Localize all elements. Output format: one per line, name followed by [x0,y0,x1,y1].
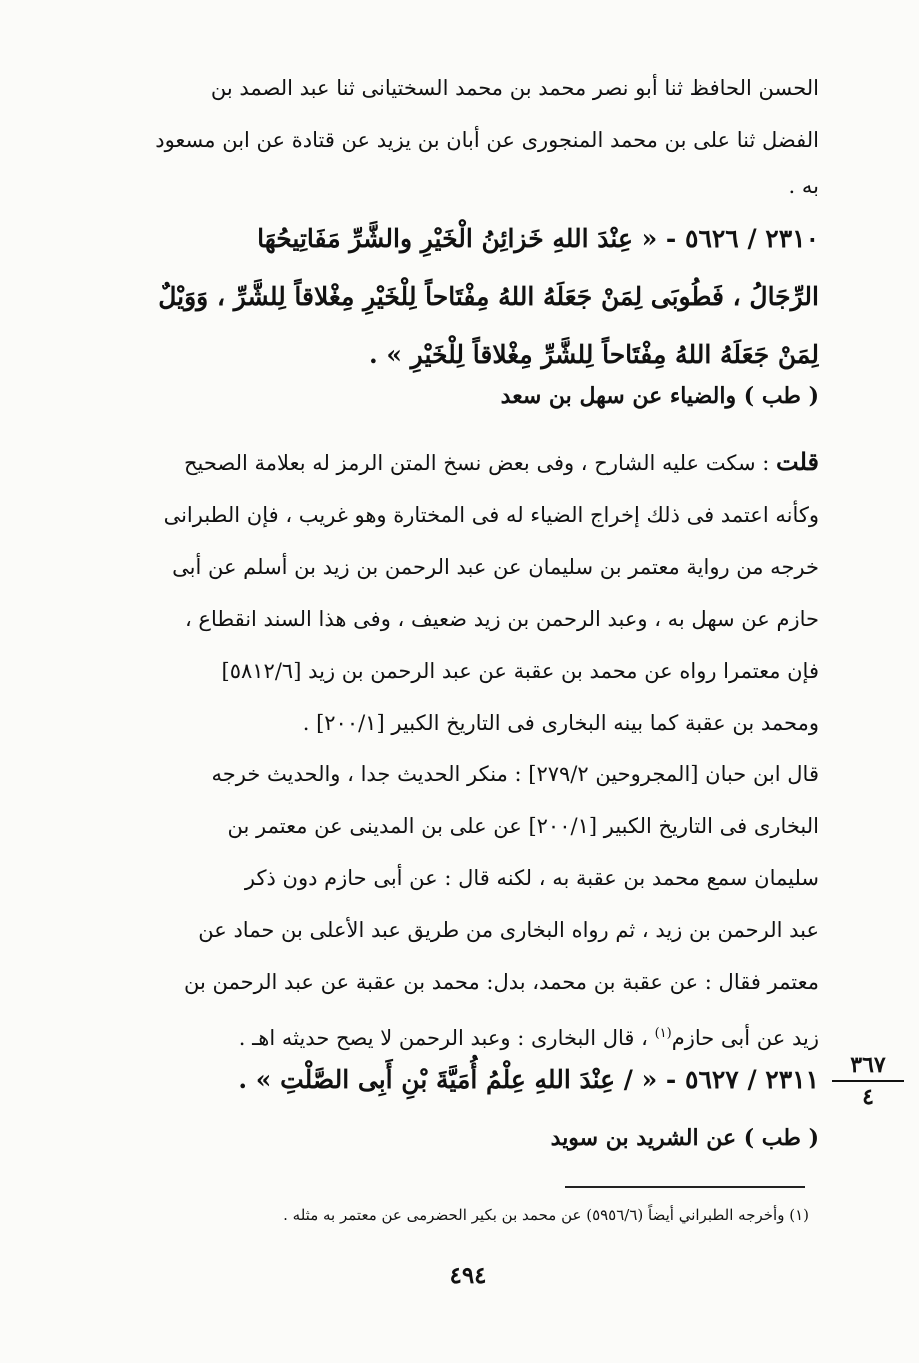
text-line: قال ابن حبان [المجروحين ٢٧٩/٢] : منكر الحديث جدا ، والحديث خرجه [211,762,819,786]
hadith-2311: ٢٣١١ / ٥٦٢٧ - « / عِنْدَ اللهِ عِلْمُ أُمَيَّةَ بْنِ أَبِى الصَّلْتِ » . [238,1065,819,1094]
text-line: البخارى فى التاريخ الكبير [٢٠٠/١] عن على بن المدينى عن معتمر بن [227,814,819,838]
marker-bottom-number: ٤ [862,1084,874,1110]
text-line [99,436,819,489]
text-line: الحسن الحافظ ثنا أبو نصر محمد بن محمد السختيانى ثنا عبد الصمد بن [210,76,819,100]
text-line: معتمر فقال : عن عقبة بن محمد، بدل: محمد بن عقبة عن عبد الرحمن بن [183,970,819,994]
hadith-source: ( طب ) والضياء عن سهل بن سعد [500,383,819,409]
text-line: ومحمد بن عقبة كما بينه البخارى فى التاريخ الكبير [٢٠٠/١] . [302,711,819,735]
hadith-2310 [99,210,819,384]
margin-volume-marker [832,1052,904,1110]
hadith-line: ٢٣١٠ / ٥٦٢٦ - « عِنْدَ اللهِ خَزائِنُ الْخَيْرِ والشَّرِّ مَفَاتِيحُهَا [257,224,819,253]
text-line: سليمان سمع محمد بن عقبة به ، لكنه قال : عن أبى حازم دون ذكر [244,866,819,890]
commentary-first-line: : سكت عليه الشارح ، وفى بعض نسخ المتن الرمز له بعلامة الصحيح [183,451,770,475]
text-line: به . [788,174,819,198]
text-line: وكأنه اعتمد فى ذلك إخراج الضياء له فى المختارة وهو غريب ، فإن الطبرانى [163,503,819,527]
text-line: فإن معتمرا رواه عن محمد بن عقبة عن عبد الرحمن بن زيد [٥٨١٢/٦] [221,659,819,683]
page-number: ٤٩٤ [449,1262,487,1289]
hadith-line: لِمَنْ جَعَلَهُ اللهُ مِفْتَاحاً لِلشَّرِّ مِغْلاقاً لِلْخَيْرِ » . [368,340,819,369]
text-fragment: ، قال البخارى : وعبد الرحمن لا يصح حديثه اهـ . [238,1026,655,1050]
text-line: عبد الرحمن بن زيد ، ثم رواه البخارى من طريق عبد الأعلى بن حماد عن [198,918,819,942]
text-fragment: زيد عن أبى حازم [671,1026,819,1050]
hadith-source: ( طب ) عن الشريد بن سويد [550,1125,819,1151]
marker-top-number: ٣٦٧ [832,1052,904,1082]
ibn-hibban-paragraph [99,748,819,1064]
text-line: الفضل ثنا على بن محمد المنجورى عن أبان بن يزيد عن قتادة عن ابن مسعود [155,128,819,152]
text-line: حازم عن سهل به ، وعبد الرحمن بن زيد ضعيف ، وفى هذا السند انقطاع ، [184,607,819,631]
hadith-line: الرِّجَالُ ، فَطُوبَى لِمَنْ جَعَلَهُ اللهُ مِفْتَاحاً لِلْخَيْرِ مِغْلاقاً لِلشَّرِّ ، وَوَيْلٌ [158,282,819,311]
footnote-reference[interactable]: (١) [654,1026,672,1041]
text-line: خرجه من رواية معتمر بن سليمان عن عبد الرحمن بن زيد بن أسلم عن أبى [172,555,819,579]
footnote-divider [565,1186,805,1188]
footnote: (١) وأخرجه الطبراني أيضاً (٥٩٥٦/٦) عن محمد بن بكير الحضرمى عن معتمر به مثله . [283,1206,809,1224]
qult-label: قلت [776,447,819,476]
commentary-paragraph [99,436,819,749]
isnad-paragraph [99,62,819,206]
